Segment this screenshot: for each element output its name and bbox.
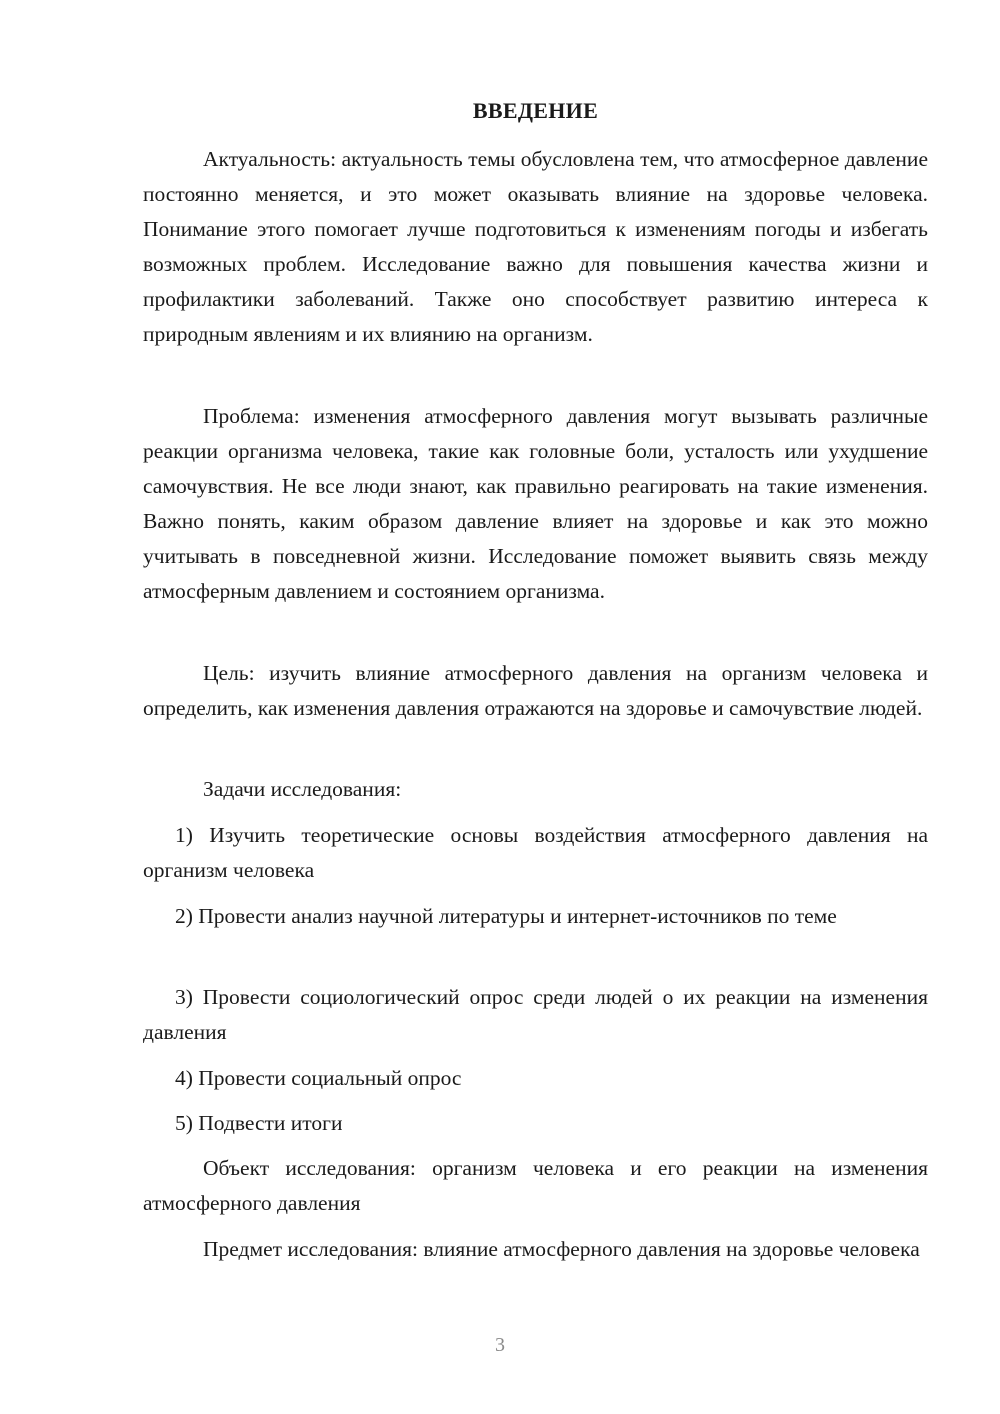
page-number: 3: [495, 1334, 505, 1356]
tasks-heading: Задачи исследования:: [203, 777, 402, 801]
page-title: ВВЕДЕНИЕ: [472, 98, 599, 123]
paragraph-object: Объект исследования: организм человека и его реакции на изменения атмосферного давления: [143, 1156, 928, 1215]
task-item-5: 5) Подвести итоги: [175, 1111, 343, 1135]
paragraph-problem: Проблема: изменения атмосферного давления могут вызывать различные реакции организма человека, такие как головные боли, усталость или ухудшение самочувствия. Не все люди знают, как правильно реагировать на такие изменения. Важно понять, каким образом давление влияет на здоровье и как это можно учитывать в повседневной жизни. Исследование поможет выявить связь между атмосферным давлением и состоянием организма.: [143, 404, 928, 603]
paragraph-goal: Цель: изучить влияние атмосферного давления на организм человека и определить, как изменения давления отражаются на здоровье и самочувствие людей.: [143, 661, 928, 720]
task-item-2: 2) Провести анализ научной литературы и интернет-источников по теме: [175, 904, 837, 928]
paragraph-subject: Предмет исследования: влияние атмосферного давления на здоровье человека: [203, 1237, 920, 1261]
task-item-4: 4) Провести социальный опрос: [175, 1066, 462, 1090]
task-item-3: 3) Провести социологический опрос среди людей о их реакции на изменения давления: [143, 985, 928, 1044]
paragraph-relevance: Актуальность: актуальность темы обусловлена тем, что атмосферное давление постоянно меняется, и это может оказывать влияние на здоровье человека. Понимание этого помогает лучше подготовиться к изменениям погоды и избегать возможных проблем. Исследование важно для повышения качества жизни и профилактики заболеваний. Также оно способствует развитию интереса к природным явлениям и их влиянию на организм.: [143, 147, 928, 346]
task-item-1: 1) Изучить теоретические основы воздействия атмосферного давления на организм человека: [143, 823, 928, 882]
